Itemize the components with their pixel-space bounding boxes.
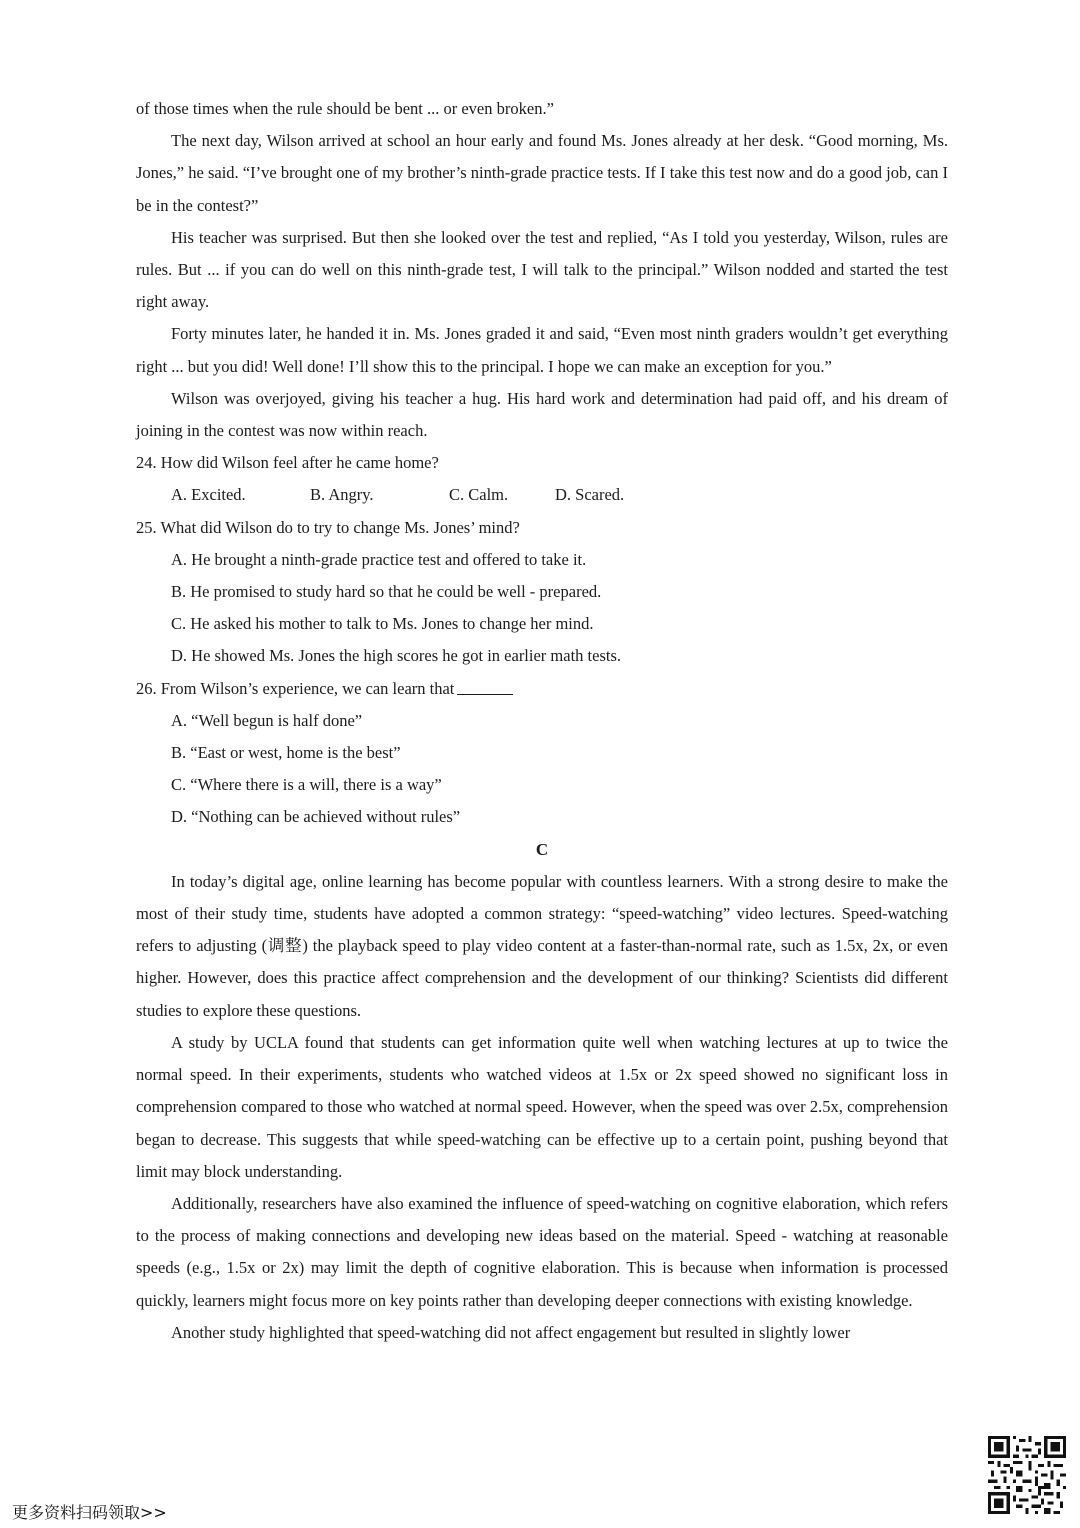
question-26-row (136, 673, 948, 705)
passage-b-paragraph-4: Forty minutes later, he handed it in. Ms. Jones graded it and said, “Even most ninth graders wouldn’t get everything right ... but you did! Well done! I’ll show this to the principal. I hope we can make an exception for you.” (136, 324, 948, 376)
question-24-options (136, 479, 948, 511)
passage-c-paragraph-3: Additionally, researchers have also examined the influence of speed-watching on cognitive elaboration, which refers to the process of making connections and developing new ideas based on the material. Speed - watching at reasonable speeds (e.g., 1.5x or 2x) may limit the depth of cognitive elaboration. This is because when information is processed quickly, learners might focus more on key points rather than developing deeper connections with existing knowledge. (136, 1193, 948, 1310)
question-25-option-a: A. He brought a ninth-grade practice test and offered to take it. (171, 549, 587, 569)
question-24-option-c: C. Calm. (449, 485, 509, 505)
question-26-option-a: A. “Well begun is half done” (171, 710, 363, 730)
question-26-stem: 26. From Wilson’s experience, we can learn that (136, 678, 455, 698)
question-26-option-d: D. “Nothing can be achieved without rules” (171, 807, 461, 827)
question-25-option-c: C. He asked his mother to talk to Ms. Jones to change her mind. (171, 614, 594, 634)
question-24-option-a: A. Excited. (171, 485, 246, 505)
passage-c-paragraph-1: In today’s digital age, online learning has become popular with countless learners. With a strong desire to make the most of their study time, students have adopted a common strategy: “speed-watching” video lectures. Speed-watching refers to adjusting (调整) the playback speed to play video content at a faster-than-normal rate, such as 1.5x, 2x, or even higher. However, does this practice affect comprehension and the development of our thinking? Scientists did different studies to explore these questions. (136, 871, 948, 1020)
qr-code-icon[interactable] (988, 1436, 1066, 1514)
passage-b-paragraph-1: of those times when the rule should be bent ... or even broken.” (136, 99, 554, 118)
question-25-stem: 25. What did Wilson do to try to change Ms. Jones’ mind? (136, 517, 520, 537)
question-26-option-b: B. “East or west, home is the best” (171, 743, 401, 763)
passage-b-paragraph-2: The next day, Wilson arrived at school an hour early and found Ms. Jones already at her desk. “Good morning, Ms. Jones,” he said. “I’ve brought one of my brother’s ninth-grade practice tests. If I take this test now and do a good job, can I be in the contest?” (136, 131, 948, 215)
question-24-stem: 24. How did Wilson feel after he came home? (136, 453, 439, 473)
passage-b-paragraph-5: Wilson was overjoyed, giving his teacher a hug. His hard work and determination had paid off, and his dream of joining in the contest was now within reach. (136, 388, 948, 441)
question-26-option-c: C. “Where there is a will, there is a way” (171, 775, 442, 795)
question-25-option-b: B. He promised to study hard so that he could be well - prepared. (171, 582, 602, 602)
passage-c-paragraph-2: A study by UCLA found that students can get information quite well when watching lectures at up to twice the normal speed. In their experiments, students who watched videos at 1.5x or 2x speed showed no significant loss in comprehension compared to those who watched at normal speed. However, when the speed was over 2.5x, comprehension began to decrease. This suggests that while speed-watching can be effective up to a certain point, pushing beyond that limit may block understanding. (136, 1032, 948, 1181)
passage-c-paragraph-4: Another study highlighted that speed-watching did not affect engagement but resulted in slightly lower (171, 1322, 851, 1342)
exam-page-content (136, 93, 948, 1349)
passage-b-paragraph-3: His teacher was surprised. But then she looked over the test and replied, “As I told you yesterday, Wilson, rules are rules. But ... if you can do well on this ninth-grade test, I will talk to the principal.” Wilson nodded and started the test right away. (136, 227, 948, 312)
question-24-option-b: B. Angry. (310, 485, 374, 505)
passage-c-heading: C (535, 839, 549, 859)
question-24-option-d: D. Scared. (555, 485, 625, 505)
question-25-option-d: D. He showed Ms. Jones the high scores he got in earlier math tests. (171, 646, 621, 666)
footer-scan-prompt[interactable]: 更多资料扫码领取>> (12, 1503, 167, 1522)
answer-blank (457, 693, 513, 695)
